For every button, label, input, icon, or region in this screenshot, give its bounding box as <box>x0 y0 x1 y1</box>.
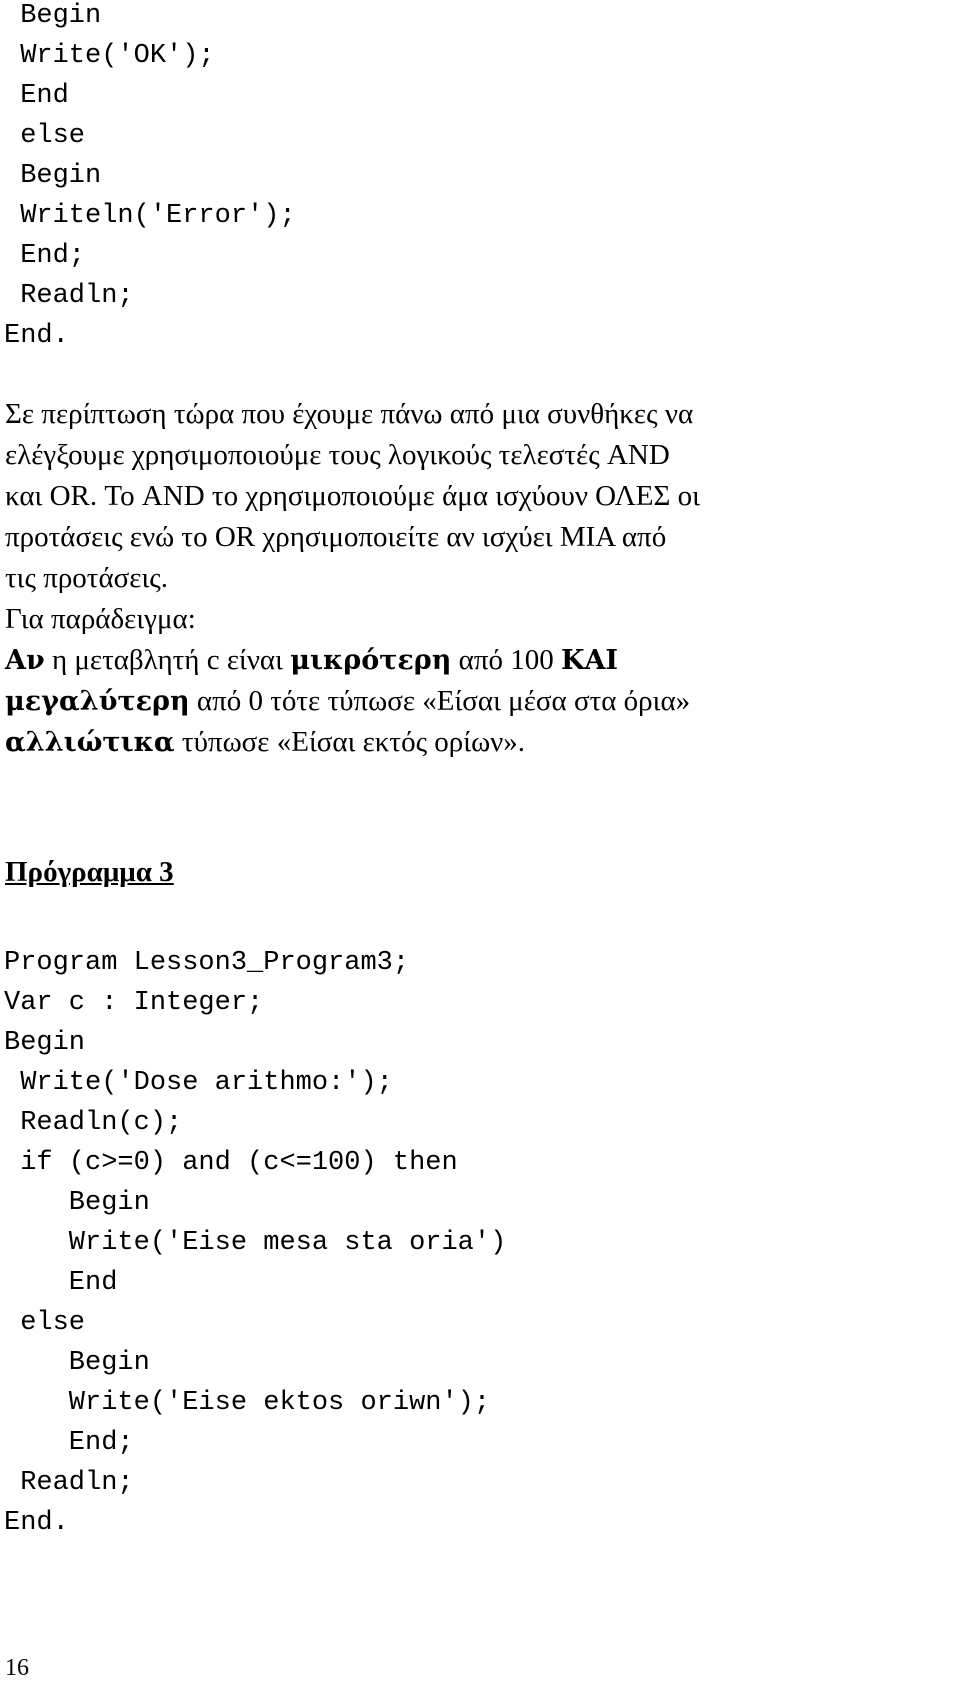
paragraph-line: ελέγξουμε χρησιμοποιούμε τους λογικούς τελεστές AND <box>5 439 670 471</box>
code-line: Begin <box>4 1348 150 1378</box>
code-line: Write('Eise ektos oriwn'); <box>4 1388 491 1418</box>
keyword-and: ΚΑΙ <box>560 645 619 676</box>
example-text: η μεταβλητή c είναι <box>44 644 291 676</box>
code-line: else <box>4 1308 86 1338</box>
keyword-greater: μεγαλύτερη <box>5 686 190 717</box>
code-line: End; <box>4 241 86 271</box>
example-text: από 0 τότε τύπωσε «Είσαι μέσα στα όρια» <box>189 685 691 717</box>
example-block <box>5 599 955 763</box>
keyword-else: αλλιώτικα <box>5 727 175 758</box>
example-line-3 <box>5 722 955 763</box>
code-block-program-3 <box>4 943 506 1543</box>
code-line: Begin <box>4 1188 150 1218</box>
code-line: Begin <box>4 1 102 31</box>
code-line: End <box>4 81 69 111</box>
paragraph-line: Σε περίπτωση τώρα που έχουμε πάνω από μια συνθήκες να <box>5 398 694 430</box>
code-line: Readln; <box>4 281 134 311</box>
code-line: Program Lesson3_Program3; <box>4 948 410 978</box>
keyword-if: Αν <box>5 645 45 676</box>
example-text: από 100 <box>451 644 561 676</box>
program-heading: Πρόγραμμα 3 <box>5 856 174 888</box>
keyword-smaller: μικρότερη <box>290 645 452 676</box>
example-line-2 <box>5 681 955 722</box>
code-line: Begin <box>4 161 102 191</box>
code-line: if (c>=0) and (c<=100) then <box>4 1148 458 1178</box>
paragraph-line: και OR. Το AND το χρησιμοποιούμε άμα ισχύουν ΟΛΕΣ οι <box>5 480 700 512</box>
paragraph-line: τις προτάσεις. <box>5 562 168 594</box>
code-line: Begin <box>4 1028 86 1058</box>
code-line: End. <box>4 321 69 351</box>
logical-operators-paragraph <box>5 394 955 599</box>
code-line: End <box>4 1268 118 1298</box>
page-number: 16 <box>5 1655 29 1681</box>
code-line: End; <box>4 1428 134 1458</box>
explanation-text <box>5 394 955 763</box>
code-line: Write('OK'); <box>4 41 215 71</box>
code-line: End. <box>4 1508 69 1538</box>
code-line: Readln(c); <box>4 1108 183 1138</box>
paragraph-line: προτάσεις ενώ το OR χρησιμοποιείτε αν ισχύει ΜΙΑ από <box>5 521 667 553</box>
code-line: Readln; <box>4 1468 134 1498</box>
code-block-top <box>4 0 296 356</box>
code-line: Write('Eise mesa sta oria') <box>4 1228 507 1258</box>
example-line-1 <box>5 640 955 681</box>
code-line: Writeln('Error'); <box>4 201 296 231</box>
example-intro: Για παράδειγμα: <box>5 603 196 635</box>
example-text: τύπωσε «Είσαι εκτός ορίων». <box>174 726 526 758</box>
code-line: Var c : Integer; <box>4 988 264 1018</box>
code-line: Write('Dose arithmo:'); <box>4 1068 393 1098</box>
code-line: else <box>4 121 86 151</box>
